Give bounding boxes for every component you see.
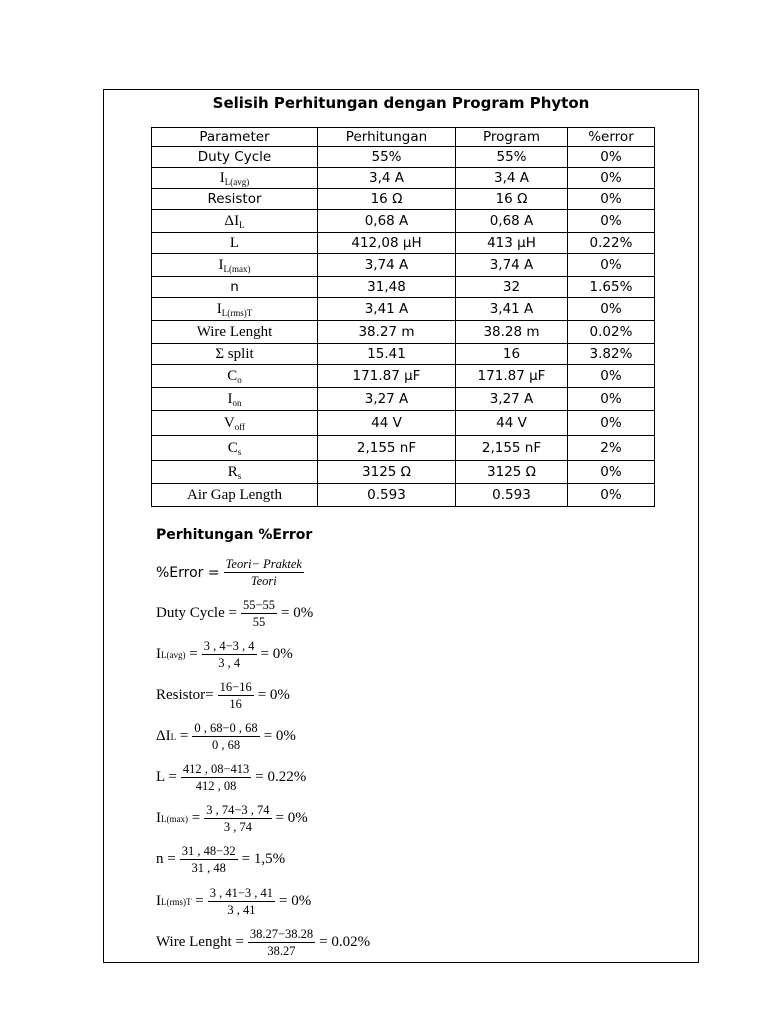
error-cell: 3.82% [568, 344, 655, 365]
calc-cell: 412,08 µH [318, 233, 456, 254]
error-cell: 0% [568, 298, 655, 321]
header-error: %error [568, 128, 655, 147]
fraction [224, 557, 304, 588]
prog-cell: 3125 Ω [456, 461, 568, 484]
table-row [152, 254, 655, 277]
table-row [152, 461, 655, 484]
formula-label: ΔI [156, 728, 171, 744]
formula-line [156, 680, 290, 711]
table-row [152, 189, 655, 210]
param-symbol: Air Gap Length [187, 487, 282, 503]
param-symbol: I [216, 301, 222, 317]
formula-label: Wire Lenght = [156, 934, 244, 950]
fraction-denominator: 55 [252, 615, 266, 629]
formula-label: I [156, 893, 161, 909]
fraction-numerator: 412 , 08−413 [182, 762, 250, 776]
fraction-numerator: 3 , 74−3 , 74 [206, 803, 270, 817]
prog-cell: 16 Ω [456, 189, 568, 210]
formula-result: = 0.02% [319, 934, 371, 950]
fraction [204, 803, 271, 834]
table-row [152, 321, 655, 344]
formula-line: ΔI L = $\frac{0 , 68-0 , 68}{0 , 68}$ = 0% [156, 721, 296, 752]
table-row [152, 411, 655, 436]
calc-cell: 3,27 A [318, 388, 456, 411]
param-cell [152, 168, 318, 189]
param-symbol: Resistor [207, 191, 262, 207]
param-cell [152, 189, 318, 210]
fraction-denominator: 38.27 [267, 944, 296, 958]
prog-cell: 413 µH [456, 233, 568, 254]
param-symbol: V [223, 415, 235, 431]
prog-cell: 44 V [456, 411, 568, 436]
param-cell [152, 298, 318, 321]
param-cell [152, 210, 318, 233]
param-symbol: C [227, 368, 238, 384]
formula-line [156, 557, 308, 588]
formula-result: = 0% [275, 810, 308, 826]
param-cell [152, 411, 318, 436]
error-cell: 0% [568, 254, 655, 277]
table-row [152, 277, 655, 298]
calc-cell: 55% [318, 147, 456, 168]
fraction-denominator: 3 , 41 [227, 903, 256, 917]
param-cell [152, 365, 318, 388]
param-symbol: I [219, 170, 225, 186]
param-cell [152, 436, 318, 461]
calc-cell: 2,155 nF [318, 436, 456, 461]
param-subscript: s [237, 447, 242, 457]
table-row [152, 365, 655, 388]
error-cell: 0% [568, 388, 655, 411]
fraction-denominator: 3 , 74 [223, 820, 252, 834]
fraction [241, 598, 277, 629]
formula-line [156, 927, 370, 958]
param-symbol: R [227, 464, 238, 480]
formula-label: Resistor= [156, 687, 214, 703]
calc-cell: 31,48 [318, 277, 456, 298]
formula-line: I L(rms)T = $\frac{3 , 41-3 , 41}{3 , 41}$ = 0% [156, 886, 312, 917]
fraction-numerator: Teori− Praktek [225, 557, 302, 571]
prog-cell: 0,68 A [456, 210, 568, 233]
prog-cell: 2,155 nF [456, 436, 568, 461]
formula-line [156, 762, 306, 793]
header-program: Program [456, 128, 568, 147]
fraction [192, 721, 259, 752]
param-subscript: L(rms)T [221, 308, 253, 318]
table-row [152, 298, 655, 321]
fraction [248, 927, 315, 958]
param-subscript: off [234, 422, 246, 432]
formula-equals: = [188, 810, 201, 826]
fraction-denominator: Teori [250, 574, 277, 588]
prog-cell: 3,27 A [456, 388, 568, 411]
comparison-table [151, 127, 655, 507]
table-row [152, 344, 655, 365]
formula-result: = 0% [263, 728, 296, 744]
param-symbol: Duty Cycle [197, 149, 272, 165]
prog-cell: 38.28 m [456, 321, 568, 344]
param-symbol: L [229, 235, 240, 251]
formula-result: = 1,5% [241, 851, 286, 867]
error-cell: 1.65% [568, 277, 655, 298]
fraction [208, 886, 275, 917]
formula-label: I [156, 810, 161, 826]
param-symbol: I [227, 391, 233, 407]
param-symbol: ΔI [224, 213, 240, 229]
error-cell: 0% [568, 365, 655, 388]
formula-equals: = [176, 728, 189, 744]
prog-cell: 55% [456, 147, 568, 168]
param-cell [152, 344, 318, 365]
param-symbol: I [218, 257, 224, 273]
error-cell: 0% [568, 411, 655, 436]
param-subscript: s [237, 471, 242, 481]
prog-cell: 32 [456, 277, 568, 298]
document-title: Selisih Perhitungan dengan Program Phyton [212, 94, 590, 112]
param-cell [152, 147, 318, 168]
param-symbol: C [227, 440, 238, 456]
table-row [152, 147, 655, 168]
param-subscript: L [239, 220, 245, 230]
param-cell [152, 233, 318, 254]
formula-label: n = [156, 851, 176, 867]
fraction-numerator: 0 , 68−0 , 68 [194, 721, 258, 735]
formula-equals: = [185, 646, 198, 662]
header-perhitungan: Perhitungan [318, 128, 456, 147]
param-cell [152, 388, 318, 411]
formula-line: I L(avg) = $\frac{3 , 4-3 , 4}{3 , 4}$ = 0% [156, 639, 293, 670]
fraction-denominator: 16 [229, 697, 242, 711]
prog-cell: 16 [456, 344, 568, 365]
table-row [152, 233, 655, 254]
prog-cell: 3,41 A [456, 298, 568, 321]
param-subscript: L(avg) [224, 177, 250, 187]
param-subscript: o [237, 375, 242, 385]
fraction [218, 680, 254, 711]
prog-cell: 3,74 A [456, 254, 568, 277]
param-subscript: L(max) [223, 264, 251, 274]
table-row [152, 484, 655, 507]
calc-cell: 0,68 A [318, 210, 456, 233]
formula-equals: = [191, 893, 204, 909]
calc-cell: 16 Ω [318, 189, 456, 210]
calc-cell: 3,41 A [318, 298, 456, 321]
param-cell [152, 484, 318, 507]
fraction-denominator: 0 , 68 [211, 738, 241, 752]
calc-cell: 44 V [318, 411, 456, 436]
prog-cell: 171.87 µF [456, 365, 568, 388]
error-cell: 2% [568, 436, 655, 461]
error-cell: 0% [568, 168, 655, 189]
section-title: Perhitungan %Error [156, 527, 313, 543]
error-cell: 0% [568, 189, 655, 210]
formula-label: Duty Cycle = [156, 605, 237, 621]
formula-result: = 0% [281, 605, 314, 621]
formula-line [156, 598, 313, 629]
formula-result: = 0% [260, 646, 293, 662]
error-cell: 0.22% [568, 233, 655, 254]
fraction-numerator: 31 , 48−32 [181, 844, 236, 858]
formula-label: %Error = [156, 564, 220, 581]
param-cell [152, 254, 318, 277]
calc-cell: 38.27 m [318, 321, 456, 344]
prog-cell: 0.593 [456, 484, 568, 507]
error-cell: 0% [568, 147, 655, 168]
param-cell [152, 321, 318, 344]
fraction [202, 639, 257, 670]
calc-cell: 3125 Ω [318, 461, 456, 484]
formula-result: = 0% [279, 893, 312, 909]
table-row [152, 168, 655, 189]
formula-line: I L(max) = $\frac{3 , 74-3 , 74}{3 , 74}$ = 0% [156, 803, 308, 834]
formula-line [156, 844, 285, 875]
calc-cell: 171.87 µF [318, 365, 456, 388]
fraction-numerator: 55−55 [242, 598, 276, 612]
table-header-row [152, 128, 655, 147]
calc-cell: 3,74 A [318, 254, 456, 277]
fraction [180, 844, 238, 875]
fraction-denominator: 3 , 4 [218, 656, 241, 670]
calc-cell: 15.41 [318, 344, 456, 365]
fraction-numerator: 16−16 [219, 680, 252, 694]
formula-result: = 0% [257, 687, 290, 703]
param-cell [152, 277, 318, 298]
error-cell: 0% [568, 461, 655, 484]
table-row [152, 388, 655, 411]
table-row [152, 436, 655, 461]
fraction-denominator: 31 , 48 [191, 861, 226, 875]
prog-cell: 3,4 A [456, 168, 568, 189]
table-row [152, 210, 655, 233]
param-symbol: Σ split [215, 346, 254, 362]
header-parameter: Parameter [152, 128, 318, 147]
param-symbol: n [230, 279, 239, 295]
fraction-numerator: 3 , 41−3 , 41 [209, 886, 274, 900]
param-symbol: Wire Lenght [196, 324, 273, 340]
calc-cell: 0.593 [318, 484, 456, 507]
param-subscript: on [232, 398, 242, 408]
fraction-numerator: 38.27−38.28 [249, 927, 314, 941]
formula-label: L = [156, 769, 177, 785]
calc-cell: 3,4 A [318, 168, 456, 189]
fraction [181, 762, 251, 793]
formula-result: = 0.22% [255, 769, 307, 785]
error-cell: 0.02% [568, 321, 655, 344]
param-cell [152, 461, 318, 484]
error-cell: 0% [568, 484, 655, 507]
fraction-denominator: 412 , 08 [195, 779, 237, 793]
error-cell: 0% [568, 210, 655, 233]
fraction-numerator: 3 , 4−3 , 4 [203, 639, 255, 653]
formula-label: I [156, 646, 161, 662]
